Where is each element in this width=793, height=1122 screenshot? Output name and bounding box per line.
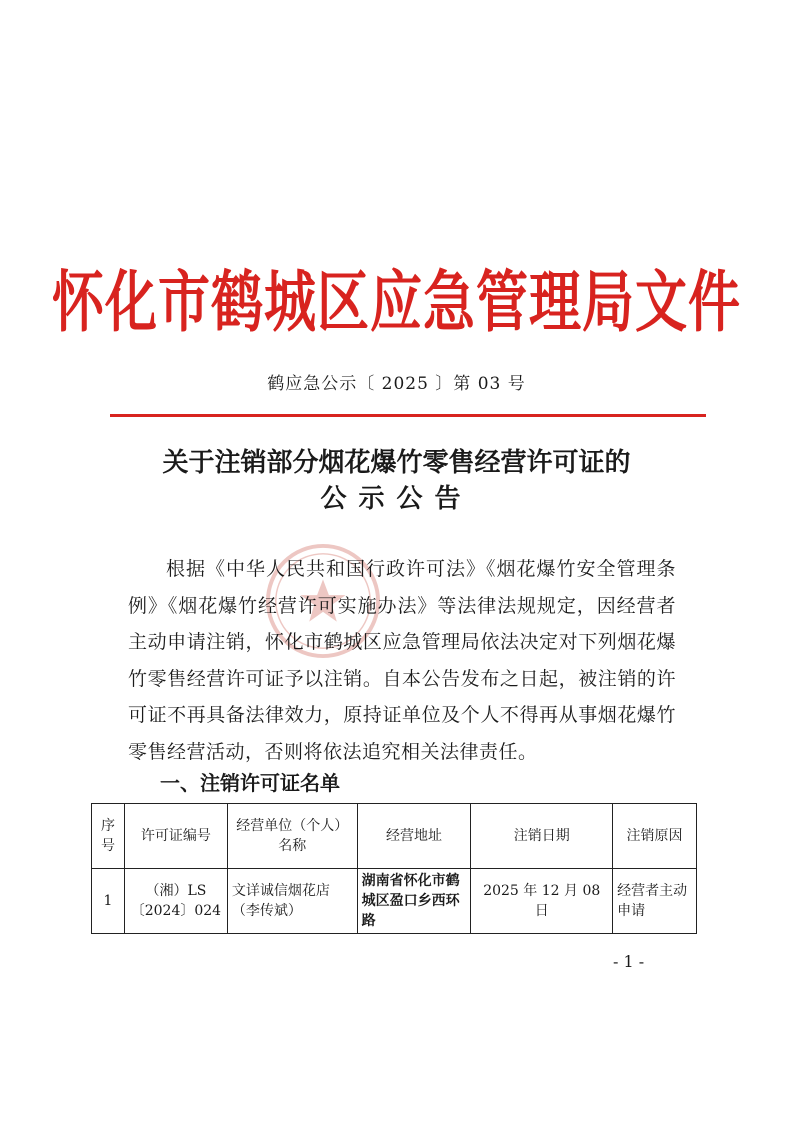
header-cancel-reason: 注销原因: [613, 804, 697, 869]
issuer-header-title: 怀化市鹤城区应急管理局文件: [51, 264, 741, 342]
page-number: - 1 -: [613, 952, 645, 971]
header-license-no: 许可证编号: [124, 804, 227, 869]
document-number: 鹤应急公示〔 2025 〕第 03 号: [267, 374, 526, 394]
notice-title: [0, 445, 793, 517]
cell-cancel-reason: 经营者主动申请: [613, 869, 697, 934]
red-divider-line: [110, 414, 706, 417]
notice-body-paragraph: 根据《中华人民共和国行政许可法》《烟花爆竹安全管理条例》《烟花爆竹经营许可实施办法》等法律法规规定，因经营者主动申请注销，怀化市鹤城区应急管理局依法决定对下列烟花爆竹零售经营许可证予以注销。自本公告发布之日起，被注销的许可证不再具备法律效力，原持证单位及个人不得再从事烟花爆竹零售经营活动，否则将依法追究相关法律责任。: [128, 558, 676, 763]
table-header-row: [92, 804, 697, 869]
cell-license-no: （湘）LS〔2024〕024: [124, 869, 227, 934]
section-heading: 一、注销许可证名单: [160, 771, 340, 795]
cell-operator: 文详诚信烟花店（李传斌）: [227, 869, 357, 934]
header-seq: 序号: [92, 804, 125, 869]
table-row: [92, 869, 697, 934]
cancelled-license-table: [91, 803, 697, 934]
cell-seq: 1: [92, 869, 125, 934]
header-operator: 经营单位（个人）名称: [227, 804, 357, 869]
header-address: 经营地址: [357, 804, 471, 869]
notice-title-line-1: 关于注销部分烟花爆竹零售经营许可证的: [162, 448, 631, 478]
header-cancel-date: 注销日期: [471, 804, 613, 869]
notice-title-line-2: 公示公告: [320, 484, 473, 514]
cell-cancel-date: 2025 年 12 月 08 日: [471, 869, 613, 934]
cell-address: 湖南省怀化市鹤城区盈口乡西环路: [357, 869, 471, 934]
